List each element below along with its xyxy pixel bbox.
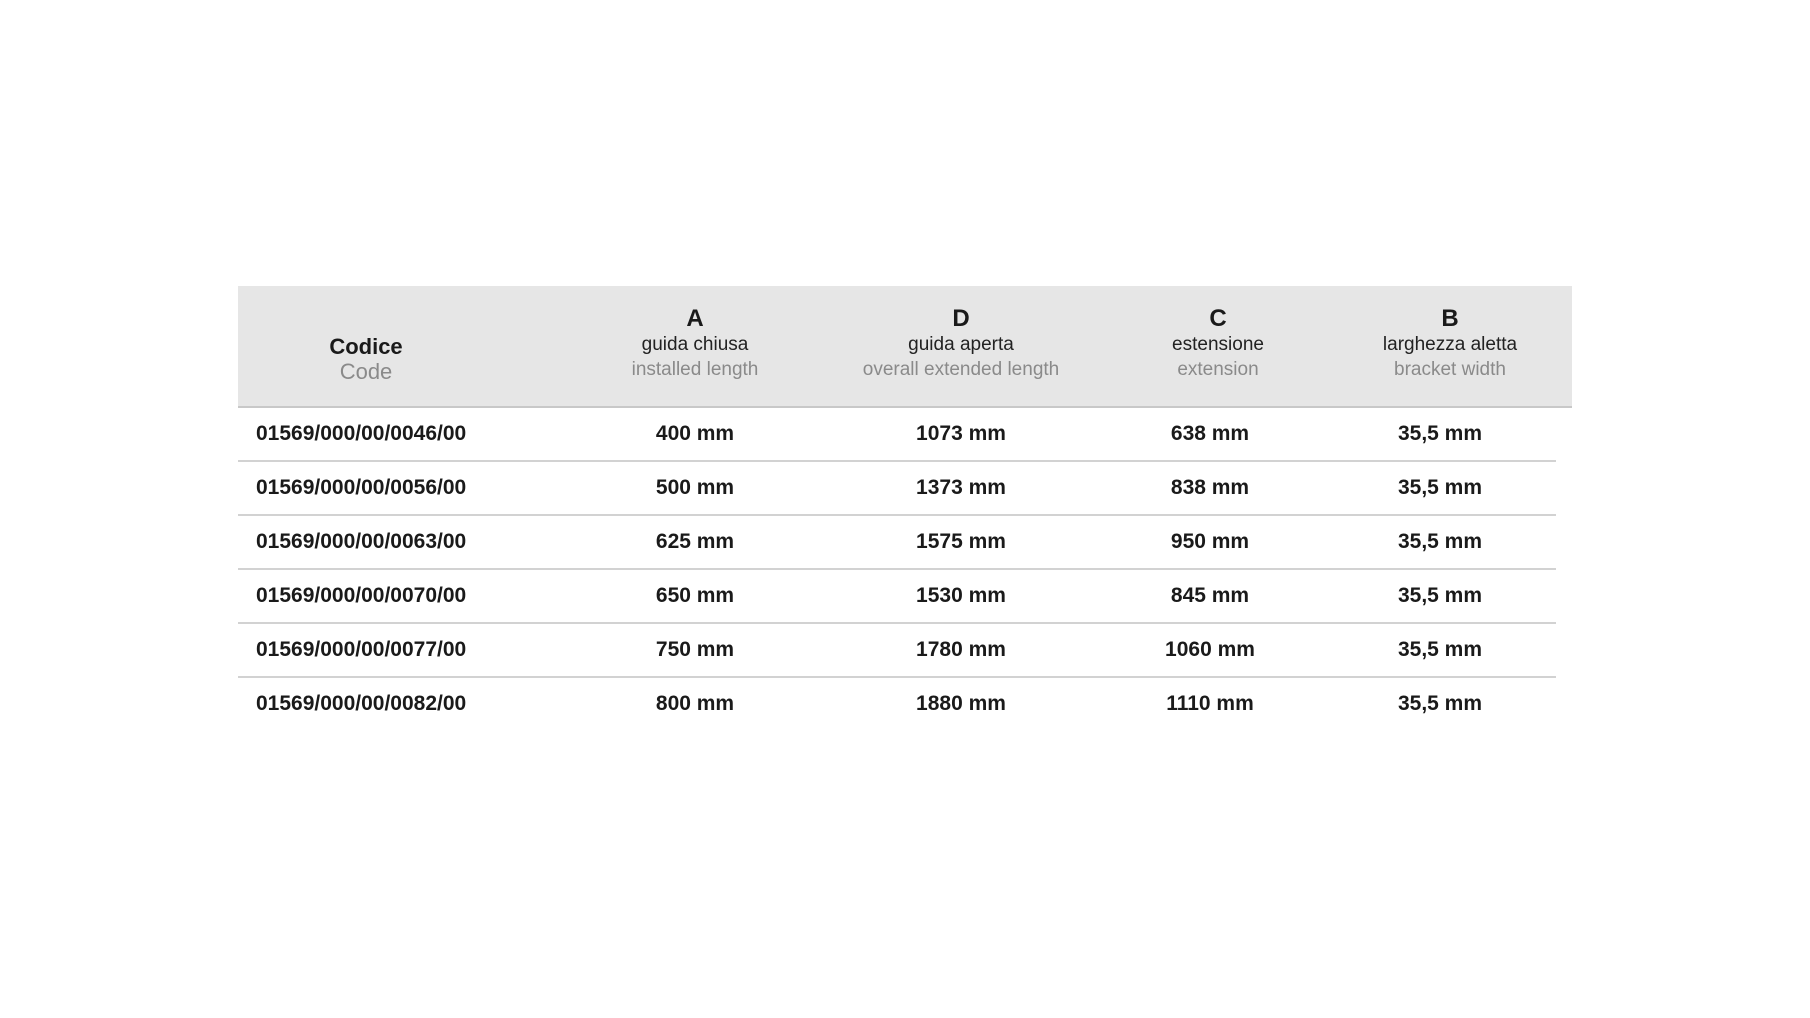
header-d — [831, 286, 1091, 406]
header-a-label-en: installed length — [631, 359, 759, 380]
header-code-label-en: Code — [339, 359, 393, 384]
cell-extended-length: 1373 mm — [916, 476, 1006, 499]
cell-extension: 950 mm — [1170, 530, 1250, 553]
table-row — [238, 516, 1556, 570]
table-header — [238, 286, 1572, 408]
cell-extension: 845 mm — [1170, 584, 1250, 607]
header-code — [248, 286, 484, 406]
cell-code: 01569/000/00/0070/00 — [256, 584, 467, 607]
header-a-letter: A — [686, 305, 704, 332]
cell-extension: 1060 mm — [1165, 638, 1255, 661]
cell-code: 01569/000/00/0082/00 — [256, 692, 467, 715]
header-b-label-en: bracket width — [1394, 359, 1506, 380]
table-row — [238, 462, 1556, 516]
table-row — [238, 678, 1556, 730]
header-c-label-en: extension — [1177, 359, 1259, 380]
spec-table — [238, 286, 1572, 730]
cell-bracket-width: 35,5 mm — [1397, 530, 1483, 553]
header-a — [565, 286, 825, 406]
cell-bracket-width: 35,5 mm — [1397, 692, 1483, 715]
header-c-label-it: estensione — [1172, 334, 1264, 355]
cell-extended-length: 1073 mm — [916, 422, 1006, 445]
header-c — [1098, 286, 1338, 406]
cell-extended-length: 1780 mm — [916, 638, 1006, 661]
cell-installed-length: 750 mm — [655, 638, 735, 661]
cell-extension: 838 mm — [1170, 476, 1250, 499]
cell-installed-length: 625 mm — [655, 530, 735, 553]
header-a-label-it: guida chiusa — [641, 334, 749, 355]
cell-extension: 1110 mm — [1166, 692, 1254, 715]
cell-bracket-width: 35,5 mm — [1397, 584, 1483, 607]
header-d-label-en: overall extended length — [862, 359, 1060, 380]
header-d-letter: D — [952, 305, 970, 332]
header-d-label-it: guida aperta — [908, 334, 1014, 355]
cell-extension: 638 mm — [1170, 422, 1250, 445]
cell-extended-length: 1575 mm — [916, 530, 1006, 553]
header-c-letter: C — [1209, 305, 1227, 332]
table-row — [238, 570, 1556, 624]
cell-installed-length: 500 mm — [655, 476, 735, 499]
cell-code: 01569/000/00/0056/00 — [256, 476, 467, 499]
cell-bracket-width: 35,5 mm — [1397, 422, 1483, 445]
table-row — [238, 408, 1556, 462]
cell-installed-length: 650 mm — [655, 584, 735, 607]
cell-code: 01569/000/00/0077/00 — [256, 638, 467, 661]
cell-extended-length: 1880 mm — [916, 692, 1006, 715]
cell-code: 01569/000/00/0046/00 — [256, 422, 467, 445]
cell-bracket-width: 35,5 mm — [1397, 638, 1483, 661]
header-b-letter: B — [1441, 305, 1459, 332]
header-b — [1330, 286, 1570, 406]
cell-installed-length: 800 mm — [655, 692, 735, 715]
table-row — [238, 624, 1556, 678]
header-b-label-it: larghezza aletta — [1382, 334, 1518, 355]
header-code-label-it: Codice — [329, 334, 403, 359]
cell-installed-length: 400 mm — [655, 422, 735, 445]
cell-bracket-width: 35,5 mm — [1397, 476, 1483, 499]
cell-extended-length: 1530 mm — [916, 584, 1006, 607]
cell-code: 01569/000/00/0063/00 — [256, 530, 467, 553]
